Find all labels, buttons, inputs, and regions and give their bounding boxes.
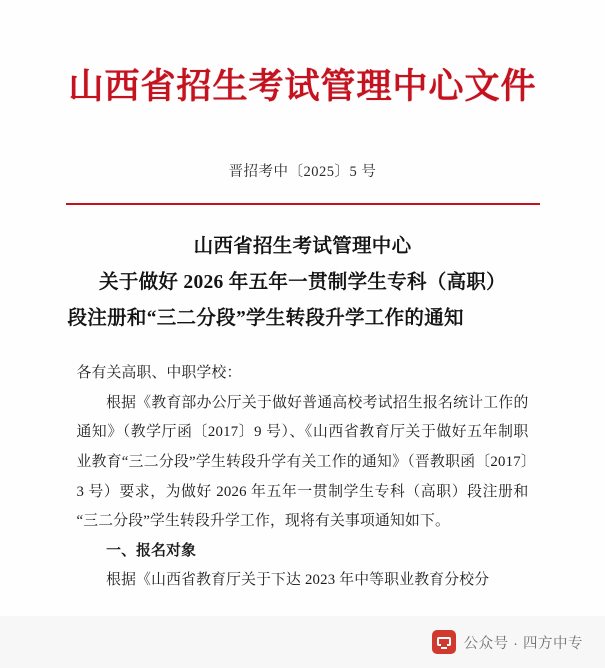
title-line-2: 关于做好 2026 年五年一贯制学生专科（高职） (99, 272, 506, 294)
footer-watermark-bar (0, 616, 605, 668)
masthead (0, 0, 605, 108)
watermark-label: 公众号 · 四方中专 (463, 635, 583, 652)
body-paragraph-1: 根据《教育部办公厅关于做好普通高校考试招生报名统计工作的通知》（教学厅函〔2017〕9 号）、《山西省教育厅关于做好五年制职业教育“三二分段”学生转段升学有关工作的通知》（晋教职函〔2017〕3 号）要求，为做好 2026 年五年一贯制学生专科（高职）段注册和“三二分段”学生转段升学工作，现将有关事项通知如下。 (76, 394, 529, 530)
document-number: 晋招考中〔2025〕5 号 (228, 164, 377, 180)
red-separator-rule (66, 203, 540, 205)
document-title-block (68, 229, 538, 337)
wechat-official-account-icon (432, 630, 456, 654)
watermark (432, 630, 583, 654)
section-heading-1: 一、报名对象 (106, 542, 197, 559)
salutation: 各有关高职、中职学校： (76, 365, 242, 382)
title-line-3: 段注册和“三二分段”学生转段升学工作的通知 (67, 308, 464, 330)
document-body (77, 359, 529, 596)
masthead-title: 山西省招生考试管理中心文件 (68, 67, 537, 106)
title-line-1: 山西省招生考试管理中心 (193, 236, 412, 257)
section-paragraph-1: 根据《山西省教育厅关于下达 2023 年中等职业教育分校分 (106, 572, 490, 589)
